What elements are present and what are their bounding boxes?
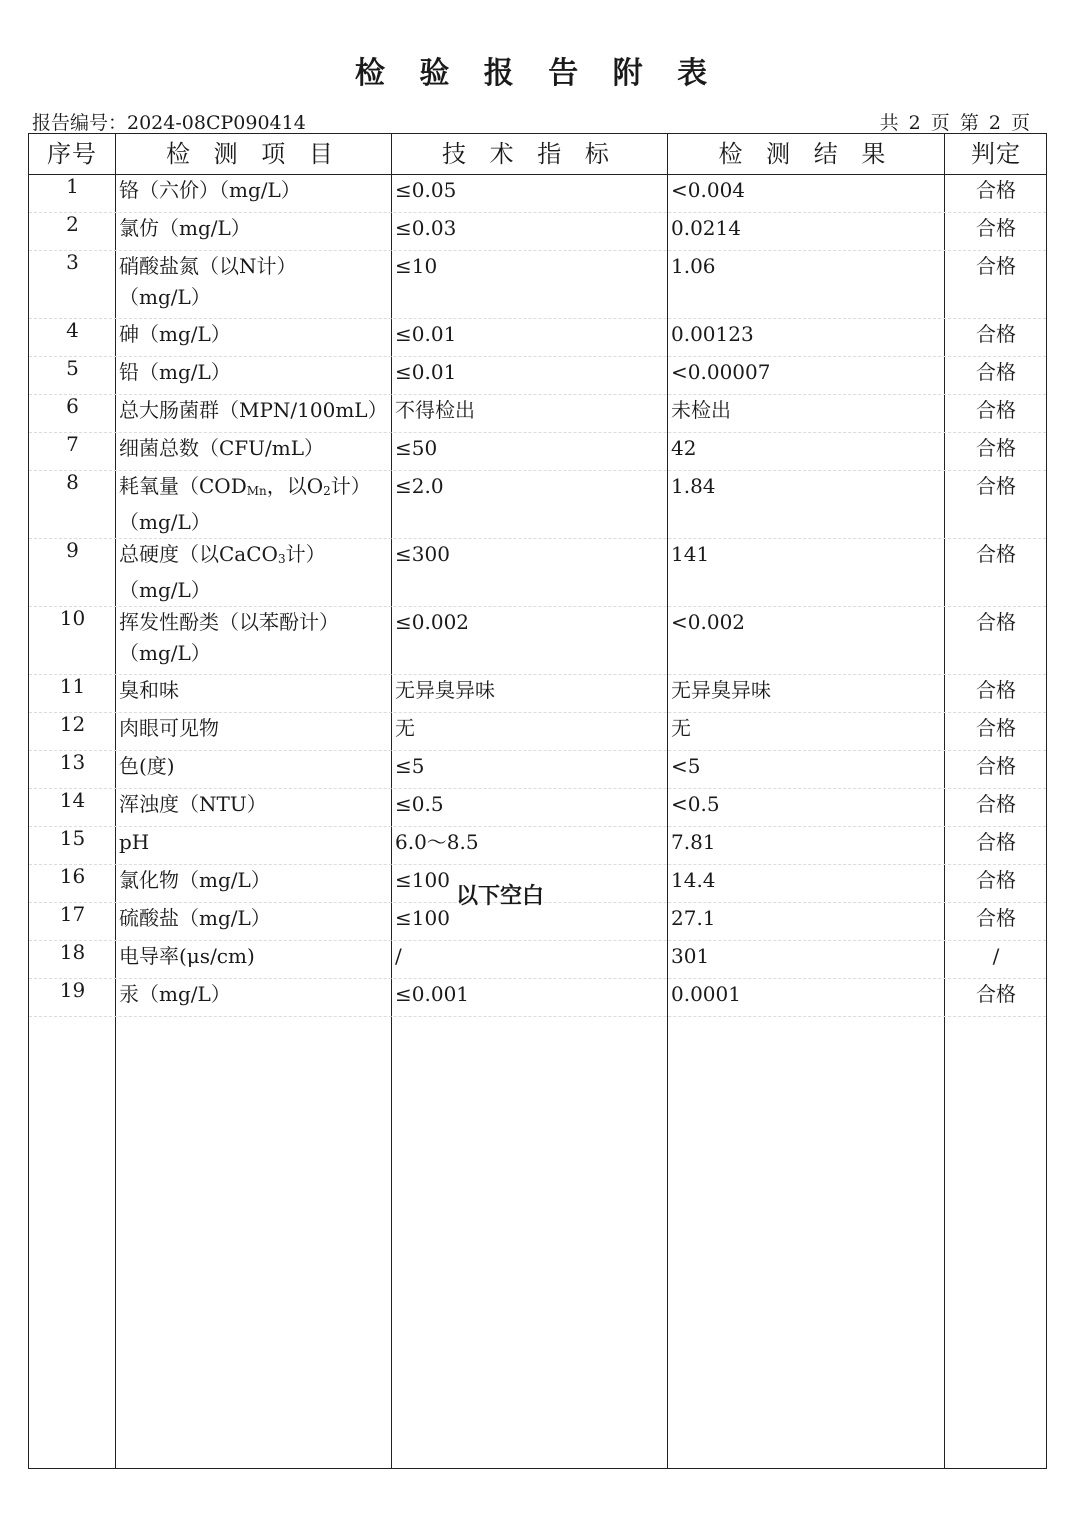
row-item — [119, 433, 324, 464]
row-item — [119, 607, 339, 669]
table-row — [29, 433, 1046, 471]
row-item-line: 硝酸盐氮（以N计） — [119, 254, 297, 278]
row-item — [119, 713, 219, 744]
row-item — [119, 903, 271, 934]
row-judgement: 合格 — [976, 542, 1016, 566]
table-row — [29, 827, 1046, 865]
header-result: 检 测 结 果 — [718, 140, 894, 168]
row-seq: 5 — [66, 356, 79, 380]
row-spec: ≤5 — [395, 754, 425, 778]
row-spec: ≤2.0 — [395, 474, 444, 498]
row-seq: 15 — [59, 826, 86, 850]
header-seq: 序号 — [47, 140, 97, 168]
row-spec: ≤100 — [395, 906, 450, 930]
table-row — [29, 979, 1046, 1017]
table-row — [29, 713, 1046, 751]
row-seq: 18 — [59, 940, 86, 964]
row-item-line: 总硬度（以CaCO$_3$计） — [119, 542, 326, 566]
row-item — [119, 751, 175, 782]
row-seq: 13 — [59, 750, 86, 774]
row-spec: ≤0.05 — [395, 178, 457, 202]
row-spec: ≤10 — [395, 254, 438, 278]
header-spec: 技 术 指 标 — [442, 140, 617, 168]
header-judgement: 判定 — [971, 140, 1021, 168]
row-seq: 9 — [66, 538, 79, 562]
row-item-line: 浑浊度（NTU） — [119, 792, 267, 816]
row-item — [119, 357, 231, 388]
row-item-line: 砷（mg/L） — [119, 322, 231, 346]
row-result: 42 — [671, 436, 697, 460]
row-spec: 无异臭异味 — [395, 678, 495, 702]
row-spec: ≤0.03 — [395, 216, 457, 240]
row-seq: 7 — [66, 432, 79, 456]
row-seq: 14 — [59, 788, 86, 812]
table-row — [29, 175, 1046, 213]
row-item-line: 硫酸盐（mg/L） — [119, 906, 271, 930]
table-row — [29, 471, 1046, 539]
row-item-line: 臭和味 — [119, 678, 179, 702]
row-item-line: 氯仿（mg/L） — [119, 216, 251, 240]
row-item-line: 耗氧量（$COD_{Mn}$，以$O_2$计） — [119, 474, 371, 498]
table-row — [29, 751, 1046, 789]
row-seq: 12 — [59, 712, 86, 736]
row-judgement: 合格 — [976, 360, 1016, 384]
row-result: 无 — [671, 716, 691, 740]
row-seq: 4 — [66, 318, 79, 342]
table-header — [29, 134, 1046, 175]
row-item-line: （mg/L） — [119, 510, 211, 534]
row-result: 未检出 — [671, 398, 731, 422]
row-item — [119, 395, 388, 426]
row-seq: 6 — [66, 394, 79, 418]
end-of-table-note: 以下空白 — [455, 884, 544, 909]
row-spec: ≤0.5 — [395, 792, 444, 816]
row-result: 1.06 — [671, 254, 716, 278]
row-spec: 无 — [395, 716, 415, 740]
table-row — [29, 941, 1046, 979]
table-row — [29, 395, 1046, 433]
row-item-line: 铬（六价）（mg/L） — [119, 178, 301, 202]
row-item — [119, 539, 326, 606]
row-item-line: 肉眼可见物 — [119, 716, 219, 740]
row-spec: / — [395, 944, 402, 968]
row-judgement: 合格 — [976, 868, 1016, 892]
row-spec: ≤0.002 — [395, 610, 470, 634]
table-row — [29, 251, 1046, 319]
row-seq: 17 — [59, 902, 86, 926]
row-result: 0.00123 — [671, 322, 754, 346]
row-result: 0.0001 — [671, 982, 741, 1006]
row-judgement: 合格 — [976, 906, 1016, 930]
row-item-line: （mg/L） — [119, 285, 211, 309]
table-row — [29, 789, 1046, 827]
row-item — [119, 865, 271, 896]
row-item-line: 挥发性酚类（以苯酚计） — [119, 610, 339, 634]
row-spec: ≤300 — [395, 542, 450, 566]
row-result: 141 — [671, 542, 710, 566]
row-item — [119, 471, 371, 538]
table-row — [29, 539, 1046, 607]
row-item-line: 电导率(μs/cm) — [119, 944, 255, 968]
row-separator — [29, 1016, 1046, 1017]
row-item-line: 汞（mg/L） — [119, 982, 231, 1006]
row-spec: ≤0.01 — [395, 322, 457, 346]
row-item — [119, 675, 179, 706]
row-judgement: 合格 — [976, 474, 1016, 498]
row-item-line: （mg/L） — [119, 578, 211, 602]
table-row — [29, 607, 1046, 675]
row-seq: 8 — [66, 470, 79, 494]
row-result: 无异臭异味 — [671, 678, 771, 702]
row-seq: 19 — [59, 978, 86, 1002]
row-judgement: 合格 — [976, 610, 1016, 634]
row-judgement: 合格 — [976, 830, 1016, 854]
row-result: 14.4 — [671, 868, 716, 892]
row-item-line: 色(度) — [119, 754, 175, 778]
row-judgement: 合格 — [976, 982, 1016, 1006]
row-result: <0.002 — [671, 610, 746, 634]
row-judgement: 合格 — [976, 178, 1016, 202]
row-judgement: / — [992, 944, 1000, 968]
row-item — [119, 789, 267, 820]
row-item-line: 总大肠菌群（MPN/100mL） — [119, 398, 388, 422]
table-row — [29, 675, 1046, 713]
report-number: 报告编号：2024-08CP090414 — [32, 112, 306, 134]
row-item — [119, 213, 251, 244]
row-result: <0.00007 — [671, 360, 771, 384]
row-judgement: 合格 — [976, 216, 1016, 240]
row-result: 0.0214 — [671, 216, 741, 240]
report-title: 检 验 报 告 附 表 — [354, 56, 720, 91]
row-judgement: 合格 — [976, 398, 1016, 422]
results-table — [28, 133, 1047, 1469]
row-spec: ≤50 — [395, 436, 438, 460]
row-seq: 16 — [59, 864, 86, 888]
row-spec: ≤0.001 — [395, 982, 470, 1006]
row-result: 301 — [671, 944, 710, 968]
table-row — [29, 319, 1046, 357]
row-seq: 1 — [66, 174, 79, 198]
row-spec: ≤0.01 — [395, 360, 457, 384]
row-item-line: 氯化物（mg/L） — [119, 868, 271, 892]
row-spec: 不得检出 — [395, 398, 475, 422]
row-seq: 2 — [66, 212, 79, 236]
row-judgement: 合格 — [976, 322, 1016, 346]
row-judgement: 合格 — [976, 716, 1016, 740]
row-judgement: 合格 — [976, 436, 1016, 460]
row-item — [119, 319, 231, 350]
row-item-line: 铅（mg/L） — [119, 360, 231, 384]
row-judgement: 合格 — [976, 254, 1016, 278]
row-spec: ≤100 — [395, 868, 450, 892]
row-judgement: 合格 — [976, 754, 1016, 778]
row-item — [119, 979, 231, 1010]
row-seq: 3 — [66, 250, 79, 274]
row-item — [119, 827, 149, 858]
row-seq: 11 — [59, 674, 86, 698]
row-item-line: pH — [119, 830, 150, 854]
row-item-line: （mg/L） — [119, 641, 211, 665]
row-item — [119, 251, 297, 313]
row-result: 27.1 — [671, 906, 716, 930]
row-result: <0.004 — [671, 178, 746, 202]
row-result: 7.81 — [671, 830, 716, 854]
table-row — [29, 213, 1046, 251]
row-item — [119, 175, 301, 206]
row-item — [119, 941, 255, 972]
page-indicator: 共 2 页 第 2 页 — [879, 112, 1032, 134]
row-item-line: 细菌总数（CFU/mL） — [119, 436, 325, 460]
table-row — [29, 357, 1046, 395]
row-result: <5 — [671, 754, 701, 778]
row-judgement: 合格 — [976, 678, 1016, 702]
header-item: 检 测 项 目 — [166, 140, 341, 168]
row-result: 1.84 — [671, 474, 716, 498]
row-result: <0.5 — [671, 792, 720, 816]
row-spec: 6.0～8.5 — [395, 830, 479, 854]
row-judgement: 合格 — [976, 792, 1016, 816]
row-seq: 10 — [59, 606, 86, 630]
